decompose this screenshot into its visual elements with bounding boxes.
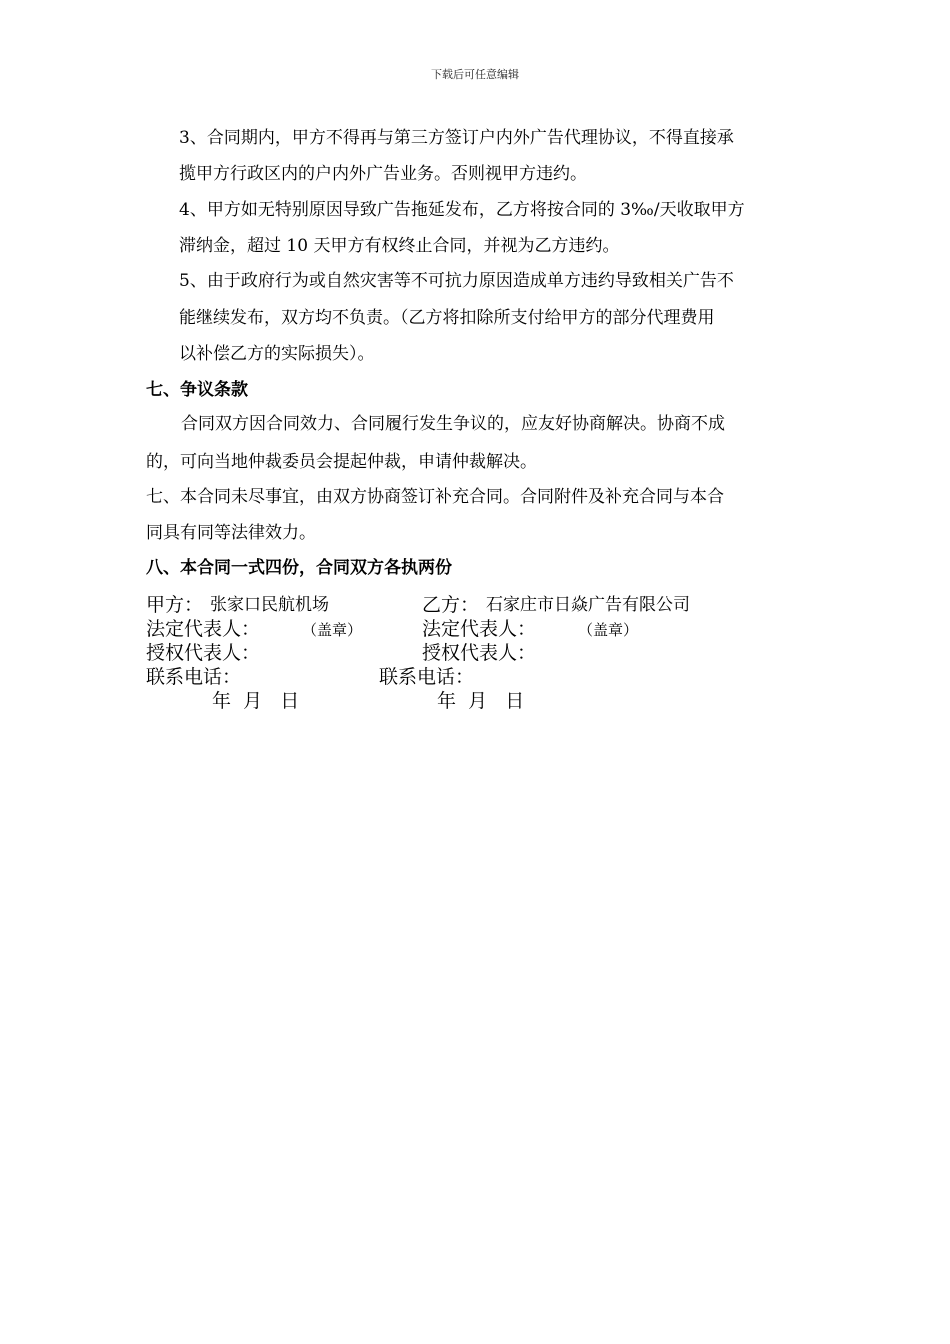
clause-5-line-2: 能继续发布，双方均不负责。（乙方将扣除所支付给甲方的部分代理费用	[179, 308, 715, 328]
clause-4-line-1: 4、甲方如无特别原因导致广告拖延发布，乙方将按合同的 3‰/天收取甲方	[179, 200, 745, 220]
clause-5-line-1: 5、由于政府行为或自然灾害等不可抗力原因造成单方违约导致相关广告不	[179, 271, 734, 291]
section-7-title: 七、争议条款	[146, 380, 248, 400]
clause-3-line-2: 揽甲方行政区内的户内外广告业务。否则视甲方违约。	[179, 164, 587, 184]
dispute-line-1: 合同双方因合同效力、合同履行发生争议的，应友好协商解决。协商不成	[181, 414, 725, 434]
party-a-legal-rep: 法定代表人：	[146, 618, 261, 640]
clause-4-line-2: 滞纳金，超过 10 天甲方有权终止合同，并视为乙方违约。	[179, 236, 620, 256]
party-a-phone: 联系电话：	[146, 666, 242, 688]
party-b-seal: （盖章）	[578, 621, 639, 639]
party-a-seal: （盖章）	[302, 621, 363, 639]
party-a-auth-rep: 授权代表人：	[146, 642, 261, 664]
party-b-name: 石家庄市日焱广告有限公司	[486, 595, 690, 615]
party-b-phone: 联系电话：	[379, 666, 475, 688]
party-a-label: 甲方：	[146, 594, 204, 616]
party-b-label: 乙方：	[422, 594, 480, 616]
supplement-line-1: 七、本合同未尽事宜，由双方协商签订补充合同。合同附件及补充合同与本合	[146, 487, 724, 507]
party-b-legal-rep: 法定代表人：	[422, 618, 537, 640]
party-a-date: 年 月 日	[212, 690, 300, 712]
supplement-line-2: 同具有同等法律效力。	[146, 523, 316, 543]
party-a-name: 张家口民航机场	[210, 595, 329, 615]
dispute-line-2: 的，可向当地仲裁委员会提起仲裁，申请仲裁解决。	[146, 452, 537, 472]
clause-3-line-1: 3、合同期内，甲方不得再与第三方签订户内外广告代理协议，不得直接承	[179, 128, 734, 148]
party-b-auth-rep: 授权代表人：	[422, 642, 537, 664]
clause-5-line-3: 以补偿乙方的实际损失）。	[179, 344, 375, 364]
section-8-title: 八、本合同一式四份，合同双方各执两份	[146, 558, 452, 578]
page-header: 下载后可任意编辑	[431, 68, 519, 81]
party-b-date: 年 月 日	[437, 690, 525, 712]
